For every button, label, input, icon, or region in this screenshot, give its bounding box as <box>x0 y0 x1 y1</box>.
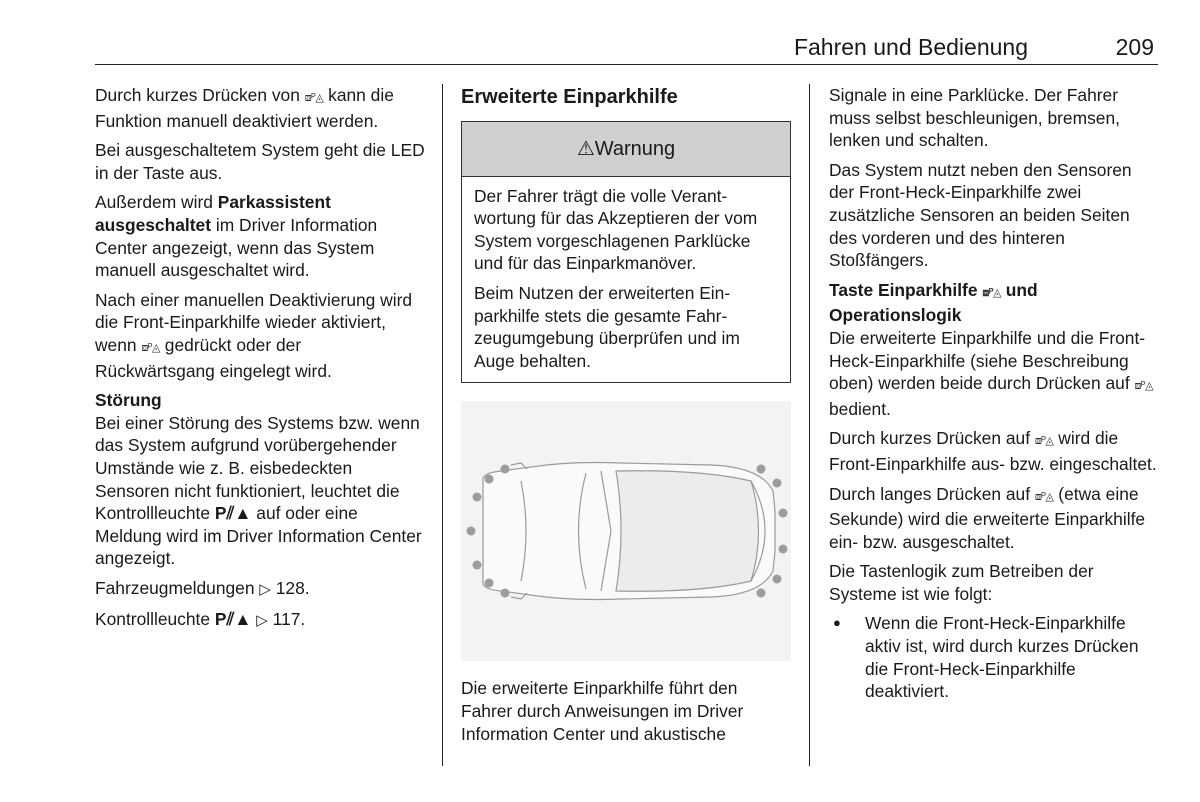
paragraph: Die Tastenlogik zum Betreiben der Systeme ist wie folgt: <box>829 561 1094 604</box>
park-button-icon: ⧈ᴾ◬ <box>982 286 1001 299</box>
tell-tale-icon: P⫽▲ <box>214 503 252 524</box>
park-button-icon: ⧈ᴾ◬ <box>141 341 160 354</box>
paragraph: Die erweiterte Einparkhilfe und die Front-Heck-Einparkhilfe (siehe Beschreibung oben) werden beide durch Drücken auf ⧈ᴾ◬ bedient. <box>829 327 1154 419</box>
page-number: 209 <box>1115 34 1154 60</box>
park-button-icon: ⧈ᴾ◬ <box>304 92 324 104</box>
page-header <box>95 34 1158 65</box>
park-button-icon: ⧈ᴾ◬ <box>1034 490 1054 503</box>
arrow-icon: ▷ <box>256 612 268 630</box>
section-heading: Erweiterte Einparkhilfe <box>461 86 678 108</box>
paragraph: Durch langes Drücken auf ⧈ᴾ◬ (etwa eine Sekunde) wird die erweiterte Einparkhilfe ein- bzw. ausgeschaltet. <box>829 483 1146 552</box>
paragraph: Signale in eine Parklücke. Der Fahrer muss selbst beschleunigen, bremsen, lenken und schalten. <box>829 85 1120 151</box>
column-divider <box>809 84 810 766</box>
car-top-view-illustration <box>461 401 791 661</box>
column-divider <box>442 84 443 766</box>
subheading-button-logic: Taste Einparkhilfe ⧈ᴾ◬ und Operationslogik <box>829 279 1038 326</box>
cross-reference[interactable]: Kontrollleuchte P⫽▲ ▷ 117. <box>95 609 306 630</box>
warning-title: Warnung <box>594 137 676 160</box>
warning-triangle-icon: ⚠ <box>576 137 595 160</box>
paragraph: Nach einer manuellen Deaktivierung wird die Front-Einparkhilfe wieder aktiviert, wenn ⧈ᴾ◬ gedrückt oder der Rückwärtsgang eingelegt wird. <box>95 289 413 381</box>
tell-tale-icon: P⫽▲ <box>214 609 252 630</box>
column-middle <box>461 84 791 752</box>
list-item: ● Wenn die Front-Heck-Einparkhilfe aktiv ist, wird durch kurzes Drücken die Front-Heck-Einparkhilfe deaktiviert. <box>829 612 1159 702</box>
display-message: Parkassistent ausgeschaltet <box>95 192 331 235</box>
paragraph: Bei ausgeschaltetem System geht die LED in der Taste aus. <box>95 140 425 183</box>
warning-box <box>461 121 791 384</box>
warning-body <box>462 177 790 383</box>
section-title: Fahren und Bedienung <box>793 34 1028 60</box>
arrow-icon: ▷ <box>259 580 271 598</box>
park-button-icon: ⧈ᴾ◬ <box>1134 380 1154 393</box>
paragraph: Durch kurzes Drücken auf ⧈ᴾ◬ wird die Front-Einparkhilfe aus- bzw. eingeschaltet. <box>829 428 1157 474</box>
paragraph: Außerdem wird Parkassistent ausgeschaltet im Driver Information Center angezeigt, wenn das System manuell ausgeschaltet wird. <box>95 192 378 281</box>
subheading-fault: Störung <box>95 390 162 411</box>
cross-reference[interactable]: Fahrzeugmeldungen ▷ 128. <box>95 577 310 598</box>
paragraph: Das System nutzt neben den Sensoren der Front-Heck-Einparkhilfe zwei zusätzliche Sensoren an beiden Seiten des vorderen und des hinteren Stoßfängers. <box>829 159 1132 271</box>
column-right <box>829 84 1159 703</box>
warning-text: Beim Nutzen der erweiterten Einparkhilfe stets die gesamte Fahrzeugumgebung überprüfen und im Auge behalten. <box>474 282 740 371</box>
warning-text: Der Fahrer trägt die volle Verantwortung für das Akzeptieren der vom System vorgeschlagenen Parklücke und für das Einparkmanöver. <box>474 185 758 274</box>
vehicle-sensor-figure <box>461 401 791 661</box>
warning-header <box>462 122 790 177</box>
bullet-list <box>829 612 1159 702</box>
paragraph: Durch kurzes Drücken von ⧈ᴾ◬ kann die Funktion manuell deaktiviert werden. <box>95 85 394 131</box>
figure-caption: Die erweiterte Einparkhilfe führt den Fahrer durch Anweisungen im Driver Information Center und akustische <box>461 678 744 744</box>
column-left <box>95 84 425 640</box>
paragraph: Bei einer Störung des Systems bzw. wenn das System aufgrund vorübergehender Umstände wie z. B. eisbedeckten Sensoren nicht funktioniert, leuchtet die Kontrollleuchte P⫽▲ auf oder eine Meldung wird im Driver Information Center angezeigt. <box>95 412 422 569</box>
park-button-icon: ⧈ᴾ◬ <box>1034 435 1054 448</box>
